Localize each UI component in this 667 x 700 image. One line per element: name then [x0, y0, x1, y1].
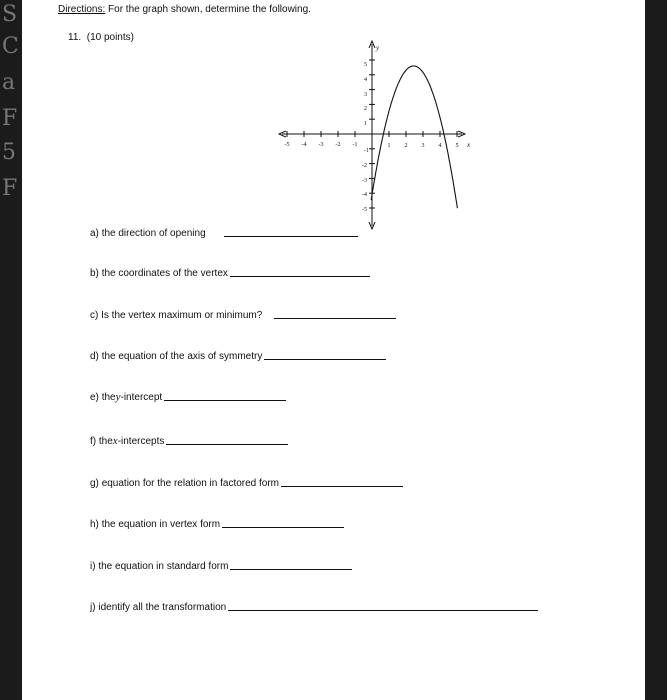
question-c: [90, 310, 396, 321]
x-tick-label: -3: [318, 142, 324, 148]
question-letter: g): [90, 478, 99, 489]
x-axis-label: x: [467, 141, 471, 149]
question-text: the: [98, 436, 113, 447]
question-text: -intercept: [120, 392, 163, 403]
x-tick-label: -1: [352, 142, 358, 148]
y-tick-label: 1: [364, 121, 367, 127]
answer-blank-i[interactable]: [230, 568, 352, 570]
question-letter: d): [90, 351, 99, 362]
x-tick-label: 3: [421, 143, 425, 149]
question-text: the: [101, 392, 116, 403]
answer-blank-c[interactable]: [274, 317, 396, 319]
question-letter: f): [90, 436, 97, 447]
edge-letter: F: [2, 106, 18, 131]
question-letter: h): [90, 519, 99, 530]
answer-blank-g[interactable]: [281, 485, 403, 487]
question-text: identify all the transformation: [98, 602, 227, 613]
question-letter: j): [90, 602, 96, 613]
y-tick-label: -5: [362, 207, 367, 213]
parabola-graph: [254, 40, 474, 230]
y-tick-label: 2: [364, 106, 367, 112]
question-header: [68, 32, 134, 43]
parabola-curve: [371, 66, 457, 208]
question-letter: b): [90, 268, 99, 279]
question-b: [90, 268, 370, 279]
x-tick-label: -4: [301, 142, 307, 148]
x-tick-label: -5: [284, 142, 290, 148]
x-tick-label: -2: [335, 142, 341, 148]
question-text: the direction of opening: [101, 228, 206, 239]
answer-blank-j[interactable]: [228, 609, 538, 611]
question-j: [90, 602, 538, 613]
question-d: [90, 351, 386, 362]
question-letter: e): [90, 392, 99, 403]
x-tick-label: 5: [455, 143, 459, 149]
edge-letter: a: [2, 70, 16, 95]
answer-blank-d[interactable]: [264, 358, 386, 360]
edge-letter: F: [2, 176, 18, 201]
edge-letter: 5: [2, 140, 16, 165]
directions: [58, 4, 311, 15]
question-text: the equation of the axis of symmetry: [101, 351, 263, 362]
question-letter: i): [90, 561, 96, 572]
question-letter: a): [90, 228, 99, 239]
worksheet-page: [22, 0, 645, 700]
question-letter: c): [90, 310, 99, 321]
y-tick-label: 5: [364, 62, 367, 68]
y-tick-label: -1: [364, 148, 369, 154]
y-tick-label: 4: [364, 77, 367, 83]
question-text: Is the vertex maximum or minimum?: [101, 310, 263, 321]
question-text: equation for the relation in factored form: [101, 478, 280, 489]
question-variable: x: [112, 435, 118, 447]
question-e: [90, 391, 286, 403]
question-text: the equation in vertex form: [101, 519, 221, 530]
y-tick-label: -4: [362, 192, 367, 198]
question-points: (10 points): [86, 32, 134, 43]
answer-blank-b[interactable]: [230, 275, 370, 277]
question-text: the equation in standard form: [98, 561, 229, 572]
answer-blank-f[interactable]: [166, 443, 288, 445]
question-g: [90, 478, 403, 489]
x-tick-label: 2: [404, 143, 408, 149]
question-text: -intercepts: [117, 436, 165, 447]
edge-letter: C: [2, 34, 19, 59]
directions-label: Directions:: [58, 4, 106, 15]
y-tick-label: -2: [362, 163, 367, 169]
directions-text: For the graph shown, determine the following.: [105, 4, 311, 15]
question-f: [90, 435, 288, 447]
y-tick-label: -3: [362, 178, 367, 184]
question-i: [90, 561, 352, 572]
answer-blank-a[interactable]: [224, 235, 358, 237]
y-tick-label: 3: [364, 92, 367, 98]
question-h: [90, 519, 344, 530]
question-variable: y: [115, 391, 121, 403]
x-tick-label: 1: [387, 143, 391, 149]
x-tick-label: 4: [438, 143, 442, 149]
answer-blank-e[interactable]: [164, 399, 286, 401]
question-text: the coordinates of the vertex: [101, 268, 228, 279]
answer-blank-h[interactable]: [222, 526, 344, 528]
edge-letter: S: [2, 2, 18, 27]
question-a: [90, 228, 358, 239]
y-axis-label: y: [376, 44, 380, 52]
question-number: 11.: [68, 32, 82, 43]
